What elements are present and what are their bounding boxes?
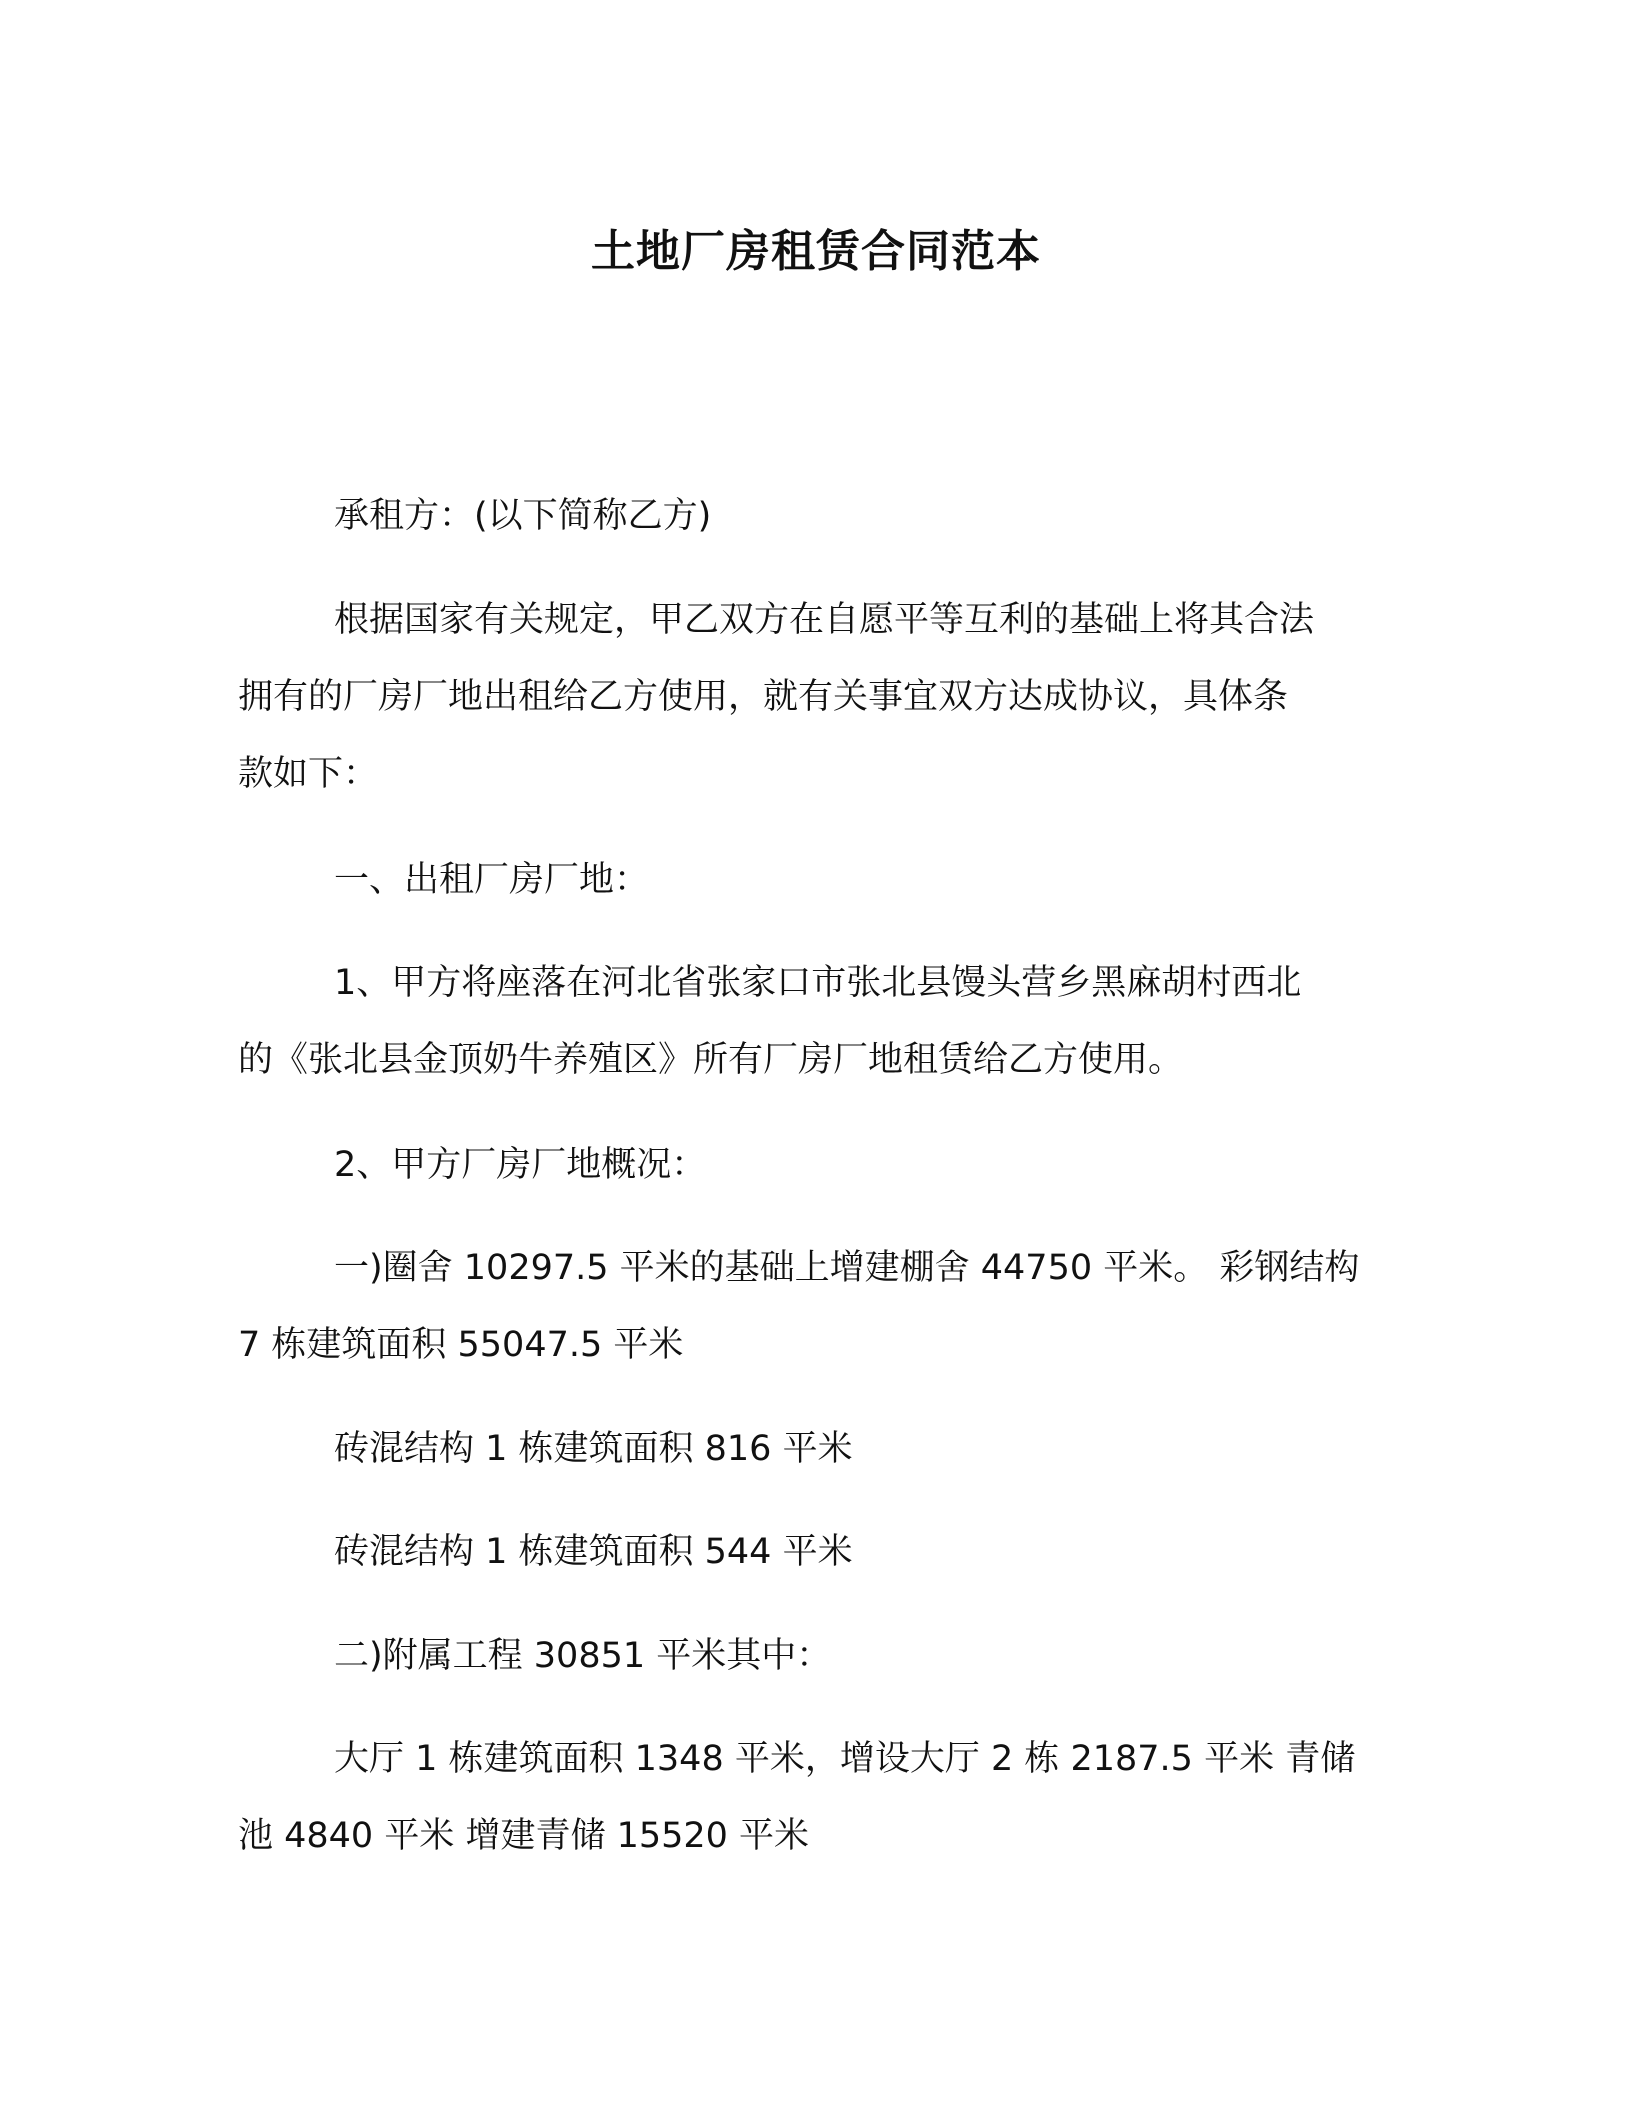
text-line: 7 栋建筑面积 55047.5 平米 bbox=[238, 1325, 684, 1365]
text-line: 拥有的厂房厂地出租给乙方使用，就有关事宜双方达成协议，具体条 bbox=[238, 677, 1289, 717]
paragraph-item-2 bbox=[238, 1127, 1384, 1204]
text-line: 2、甲方厂房厂地概况： bbox=[334, 1145, 707, 1185]
text-line: 款如下： bbox=[238, 754, 379, 794]
document-title: 土地厂房租赁合同范本 bbox=[591, 226, 1041, 277]
paragraph-hall bbox=[238, 1721, 1384, 1875]
text-line: 砖混结构 1 栋建筑面积 816 平米 bbox=[334, 1429, 853, 1469]
text-line: 1、甲方将座落在河北省张家口市张北县馒头营乡黑麻胡村西北 bbox=[334, 963, 1302, 1003]
paragraph-sub-1 bbox=[238, 1230, 1384, 1384]
text-line: 二)附属工程 30851 平米其中： bbox=[334, 1636, 832, 1676]
paragraph-preamble bbox=[238, 582, 1384, 813]
paragraph-item-1 bbox=[238, 945, 1384, 1099]
text-line: 承租方：(以下简称乙方) bbox=[334, 496, 712, 536]
text-line: 一)圈舍 10297.5 平米的基础上增建棚舍 44750 平米。 彩钢结构 bbox=[334, 1248, 1360, 1288]
paragraph-section-1-heading bbox=[238, 842, 1384, 919]
text-line: 的《张北县金顶奶牛养殖区》所有厂房厂地租赁给乙方使用。 bbox=[238, 1040, 1184, 1080]
text-line: 一、出租厂房厂地： bbox=[334, 860, 650, 900]
paragraph-brick-2 bbox=[238, 1514, 1384, 1591]
paragraph-sub-2 bbox=[238, 1618, 1384, 1695]
text-line: 砖混结构 1 栋建筑面积 544 平米 bbox=[334, 1532, 853, 1572]
text-line: 大厅 1 栋建筑面积 1348 平米，增设大厅 2 栋 2187.5 平米 青储 bbox=[334, 1739, 1356, 1779]
text-line: 池 4840 平米 增建青储 15520 平米 bbox=[238, 1816, 810, 1856]
text-line: 根据国家有关规定，甲乙双方在自愿平等互利的基础上将其合法 bbox=[334, 600, 1315, 640]
paragraph-lessee bbox=[238, 478, 1384, 555]
paragraph-brick-1 bbox=[238, 1411, 1384, 1488]
